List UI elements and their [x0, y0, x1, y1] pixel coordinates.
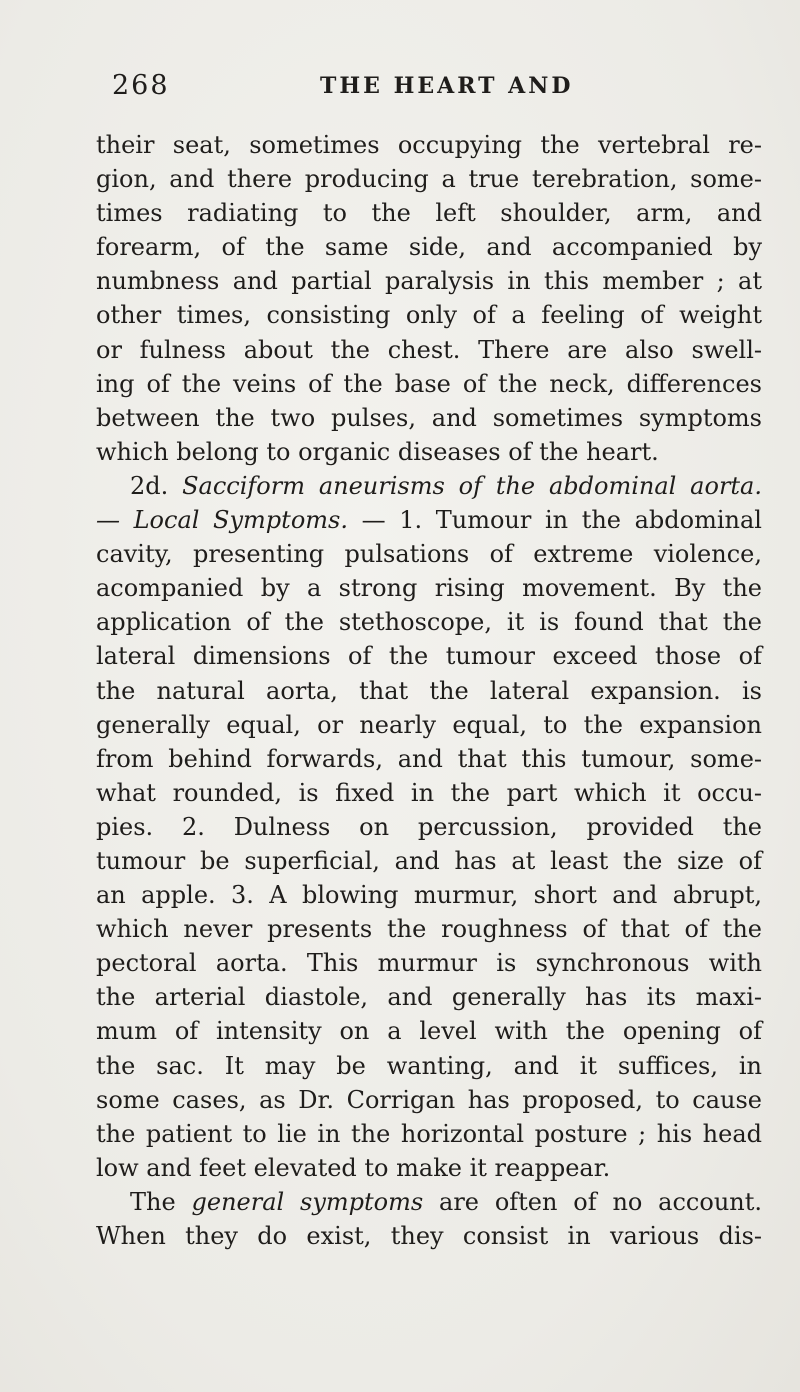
subheading-local-symptoms: — Local Symptoms. [96, 506, 348, 535]
section-title: Sacciform aneurisms of the abdominal aorta. [182, 471, 762, 500]
text-line: which belong to organic diseases of the heart. [96, 437, 659, 466]
text-line: low and feet elevated to make it reappear. [96, 1153, 611, 1182]
section-number: 2d. [130, 471, 183, 500]
line-tail: are often of no account. [423, 1187, 763, 1216]
text-line: lateral dimensions of the tumour exceed those of [96, 642, 762, 671]
text-line: forearm, of the same side, and accompanied by [96, 233, 762, 262]
body-text [96, 128, 762, 1253]
text-line: an apple. 3. A blowing murmur, short and abrupt, [96, 881, 762, 910]
text-line: which never presents the roughness of that of the [96, 915, 762, 944]
text-line: what rounded, is fixed in the part which it occu- [96, 778, 762, 807]
text-line: between the two pulses, and sometimes symptoms [96, 403, 762, 432]
text-line: gion, and there producing a true terebration, some- [96, 165, 762, 194]
text-line: ing of the veins of the base of the neck, differences [96, 369, 762, 398]
text-line: mum of intensity on a level with the opening of [96, 1017, 762, 1046]
line-tail: — 1. Tumour in the abdominal [347, 506, 762, 535]
text-line: acompanied by a strong rising movement. By the [96, 574, 762, 603]
text-line: some cases, as Dr. Corrigan has proposed, to cause [96, 1085, 762, 1114]
running-head: THE HEART AND [320, 73, 574, 99]
text-line: or fulness about the chest. There are also swell- [96, 335, 762, 364]
text-line: pectoral aorta. This murmur is synchronous with [96, 949, 762, 978]
text-line [96, 1185, 762, 1219]
text-line: their seat, sometimes occupying the vertebral re- [96, 131, 762, 159]
text-line: times radiating to the left shoulder, arm, and [96, 199, 762, 228]
subheading-general-symptoms: general symptoms [191, 1187, 424, 1216]
page-header [112, 70, 752, 110]
text-line: other times, consisting only of a feeling of weight [96, 301, 762, 330]
text-line: the arterial diastole, and generally has its maxi- [96, 983, 762, 1012]
text-line: generally equal, or nearly equal, to the expansion [96, 710, 762, 739]
text-line: the sac. It may be wanting, and it suffices, in [96, 1051, 762, 1080]
text-line: pies. 2. Dulness on percussion, provided the [96, 812, 762, 841]
text-line: numbness and partial paralysis in this member ; at [96, 267, 762, 296]
text-line [96, 503, 762, 537]
text-line: the patient to lie in the horizontal posture ; his head [96, 1119, 762, 1148]
text-line: the natural aorta, that the lateral expansion. is [96, 676, 762, 705]
text-line: cavity, presenting pulsations of extreme violence, [96, 540, 762, 569]
text-line: tumour be superficial, and has at least the size of [96, 846, 762, 875]
text-line: application of the stethoscope, it is found that the [96, 608, 762, 637]
text-line: When they do exist, they consist in various dis- [96, 1222, 762, 1250]
section-heading-line [96, 469, 762, 503]
line-lead: The [130, 1187, 192, 1216]
page-number: 268 [112, 70, 170, 101]
text-line: from behind forwards, and that this tumour, some- [96, 744, 762, 773]
